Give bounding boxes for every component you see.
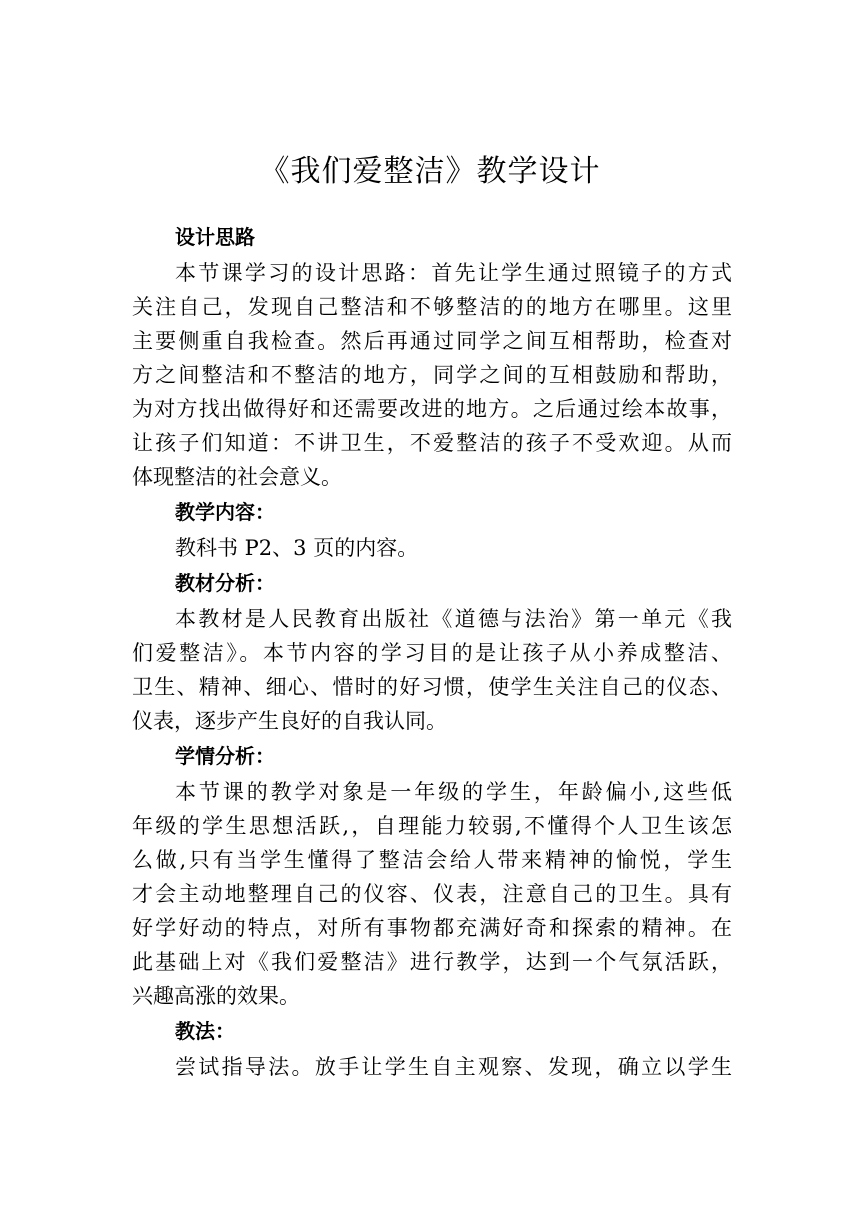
- section-heading: 教学内容：: [175, 500, 275, 524]
- paragraph-line: 们爱整洁》。本节内容的学习目的是让孩子从小养成整洁、: [132, 641, 732, 665]
- paragraph-line: 为对方找出做得好和还需要改进的地方。之后通过绘本故事，: [132, 397, 732, 421]
- paragraph-line: 此基础上对《我们爱整洁》进行教学，达到一个气氛活跃，: [132, 950, 732, 974]
- section-teaching-method: [132, 1013, 732, 1084]
- section-heading: 教材分析：: [175, 571, 275, 595]
- paragraph-line: 尝试指导法。放手让学生自主观察、发现，确立以学生: [175, 1055, 732, 1079]
- paragraph-line: 教科书 P2、3 页的内容。: [175, 536, 419, 560]
- paragraph-line: 么做,只有当学生懂得了整洁会给人带来精神的愉悦，学生: [132, 848, 732, 872]
- paragraph-line: 年级的学生思想活跃,，自理能力较弱,不懂得个人卫生该怎: [132, 814, 732, 838]
- paragraph-line: 本节课学习的设计思路：首先让学生通过照镜子的方式: [175, 261, 732, 285]
- paragraph-line: 本教材是人民教育出版社《道德与法治》第一单元《我: [175, 607, 732, 631]
- section-heading: 设计思路: [175, 225, 255, 249]
- section-design-idea: [132, 219, 732, 494]
- section-student-analysis: [132, 738, 732, 1013]
- section-teaching-content: [132, 494, 732, 565]
- section-heading: 学情分析：: [175, 744, 275, 768]
- document-title: 《我们爱整洁》教学设计: [259, 154, 601, 189]
- paragraph-line: 主要侧重自我检查。然后再通过同学之间互相帮助，检查对: [132, 329, 732, 353]
- section-heading: 教法：: [175, 1019, 235, 1043]
- paragraph-line: 才会主动地整理自己的仪容、仪表，注意自己的卫生。具有: [132, 882, 732, 906]
- paragraph-line: 卫生、精神、细心、惜时的好习惯，使学生关注自己的仪态、: [132, 675, 732, 699]
- section-textbook-analysis: [132, 565, 732, 738]
- paragraph-line: 仪表，逐步产生良好的自我认同。: [132, 709, 447, 733]
- paragraph-line: 让孩子们知道：不讲卫生，不爱整洁的孩子不受欢迎。从而: [132, 431, 732, 455]
- paragraph-line: 体现整洁的社会意义。: [132, 465, 342, 489]
- document-body: [132, 219, 732, 1084]
- paragraph-line: 方之间整洁和不整洁的地方，同学之间的互相鼓励和帮助，: [132, 363, 732, 387]
- paragraph-line: 好学好动的特点，对所有事物都充满好奇和探索的精神。在: [132, 916, 732, 940]
- paragraph-line: 本节课的教学对象是一年级的学生，年龄偏小,这些低: [175, 780, 732, 804]
- paragraph-line: 兴趣高涨的效果。: [132, 984, 300, 1008]
- paragraph-line: 关注自己，发现自己整洁和不够整洁的的地方在哪里。这里: [132, 295, 732, 319]
